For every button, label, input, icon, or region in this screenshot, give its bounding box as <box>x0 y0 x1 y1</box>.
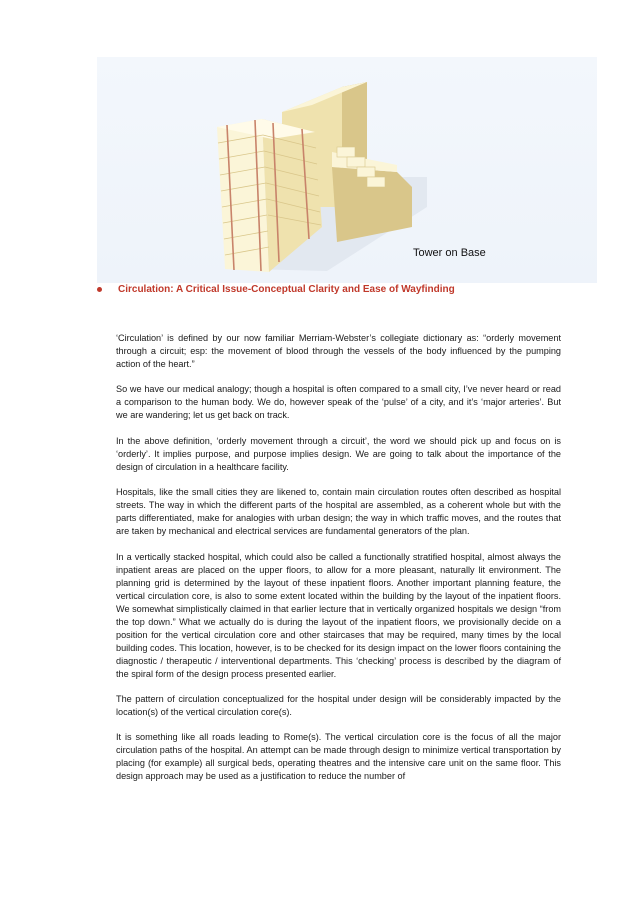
building-massing-illustration <box>97 57 597 283</box>
section-heading-text: Circulation: A Critical Issue-Conceptual Clarity and Ease of Wayfinding <box>118 284 455 295</box>
tower-on-base-figure <box>97 57 597 283</box>
figure-caption: Tower on Base <box>413 247 486 259</box>
paragraph: It is something like all roads leading to Rome(s). The vertical circulation core is the focus of all the major circulation paths of the hospital. An attempt can be made through design to minimize vertical transportation by placing (for example) all surgical beds, operating theatres and the intensive care unit on the same floor. This design approach may be used as a justification to reduce the number of <box>116 732 561 782</box>
bullet-icon <box>97 287 102 292</box>
paragraph: In a vertically stacked hospital, which could also be called a functionally stratified hospital, almost always the inpatient areas are placed on the upper floors, to allow for a more pleasant, naturally lit environment. The planning grid is determined by the layout of these inpatient floors. Another important planning feature, the vertical circulation core, is also to some extent located within the building by the layout of the inpatient floors. We somewhat simplistically claimed in that earlier lecture that in vertically organized hospitals we design “from the top down.” What we actually do is during the layout of the inpatient floors, we provisionally decide on a position for the vertical circulation core and other staircases that may be required, many times by the local building codes. This location, however, is to be checked for its design impact on the lower floors containing the diagnostic / therapeutic / interventional departments. This ‘checking’ process is described by the diagram of the spiral form of the design process presented earlier. <box>116 551 561 679</box>
section-heading <box>97 284 567 295</box>
paragraph: ‘Circulation’ is defined by our now familiar Merriam-Webster’s collegiate dictionary as: “orderly movement through a circuit; esp: the movement of blood through the vessels of the body influenced by the pumping action of the heart.” <box>116 333 561 369</box>
paragraph: The pattern of circulation conceptualized for the hospital under design will be considerably impacted by the location(s) of the vertical circulation core(s). <box>116 693 561 717</box>
paragraph: In the above definition, ‘orderly movement through a circuit’, the word we should pick up and focus on is ‘orderly’. It implies purpose, and purpose implies design. We are going to talk about the importance of the design of circulation in a healthcare facility. <box>116 435 561 472</box>
body-text <box>116 332 561 796</box>
paragraph: Hospitals, like the small cities they are likened to, contain main circulation routes often described as hospital streets. The way in which the different parts of the hospital are assembled, as a coherent whole but with the parts differentiated, make for analogies with urban design; the way in which traffic moves, and the routes that are taken by mechanical and electrical services are fundamental generators of the plan. <box>116 487 561 537</box>
paragraph: So we have our medical analogy; though a hospital is often compared to a small city, I’ve never heard or read a comparison to the human body. We do, however speak of the ‘pulse’ of a city, and it’s ‘major arteries’. But we are wandering; let us get back on track. <box>116 384 561 421</box>
